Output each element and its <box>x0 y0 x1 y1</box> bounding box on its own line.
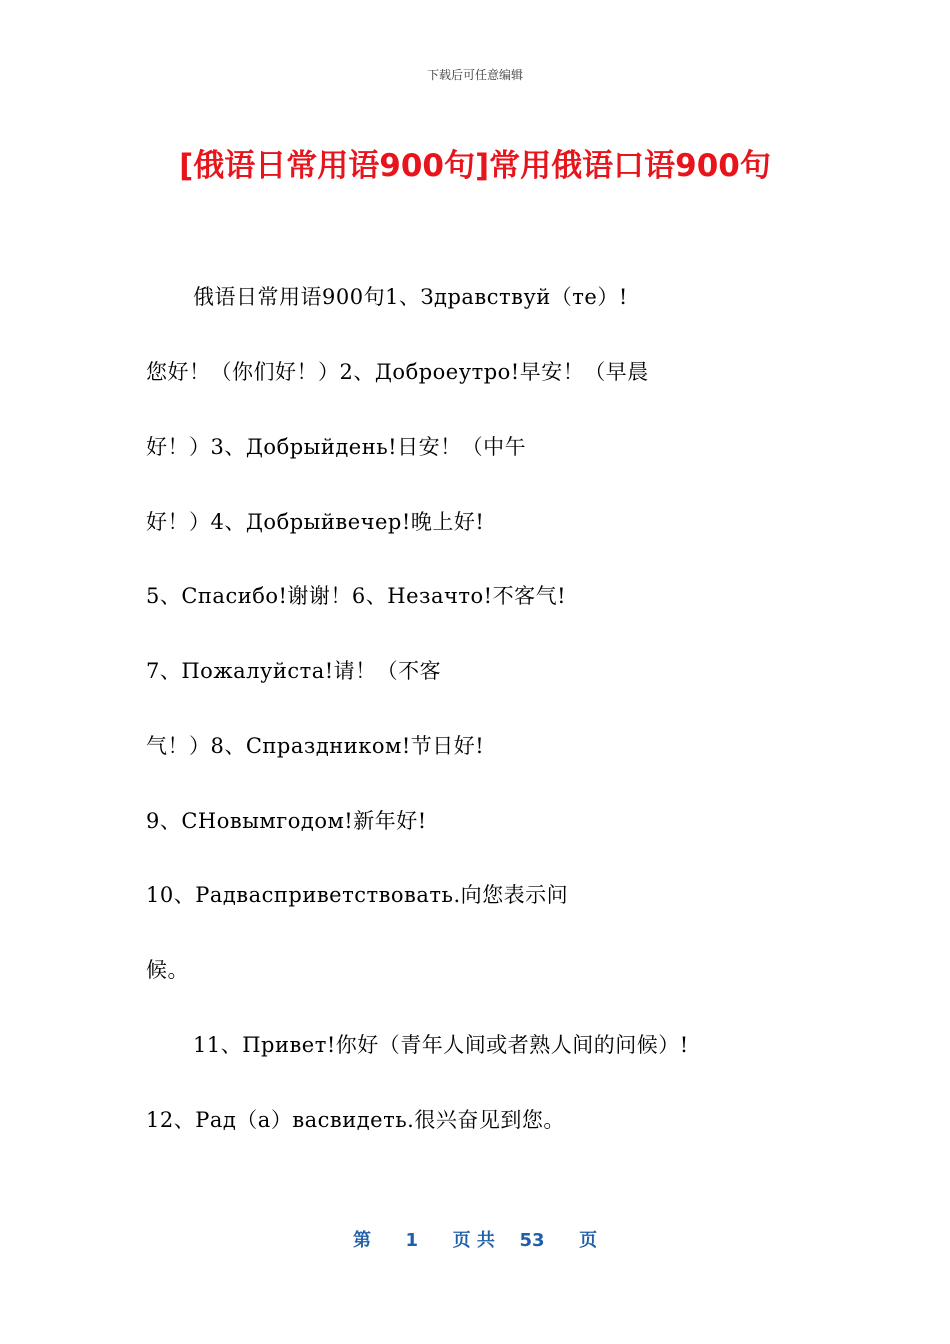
page-label-mid: 页 共 <box>452 1230 495 1251</box>
body-line: 11、Привет!你好（青年人间或者熟人间的问候）! <box>193 1033 689 1057</box>
body-line: 俄语日常用语900句1、Здравствуй（те）! <box>193 285 628 309</box>
body-line: 7、Пожалуйста!请！（不客 <box>146 659 442 683</box>
page-label-prefix: 第 <box>352 1230 371 1251</box>
body-line: 气！）8、Спраздником!节日好! <box>146 734 485 758</box>
document-title: [俄语日常用语900句]常用俄语口语900句 <box>179 148 771 184</box>
body-line: 候。 <box>146 958 189 982</box>
body-line: 12、Рад（а）васвидеть.很兴奋见到您。 <box>146 1108 565 1132</box>
header-note: 下载后可任意编辑 <box>426 68 523 82</box>
body-line: 您好！（你们好！）2、Доброеутро!早安！（早晨 <box>146 360 649 384</box>
page-number: 1 <box>405 1230 419 1251</box>
body-line: 5、Спасибо!谢谢！6、Незачто!不客气! <box>146 584 567 608</box>
body-line: 10、Радвасприветствовать.向您表示问 <box>146 883 569 907</box>
page-label-suffix: 页 <box>579 1230 598 1251</box>
body-line: 好！）4、Добрыйвечер!晚上好! <box>146 510 485 534</box>
body-line: 9、СНовымгодом!新年好! <box>146 809 427 833</box>
body-line: 好！）3、Добрыйдень!日安！（中午 <box>146 435 527 459</box>
total-pages: 53 <box>519 1230 545 1251</box>
page-footer <box>0 1226 950 1252</box>
